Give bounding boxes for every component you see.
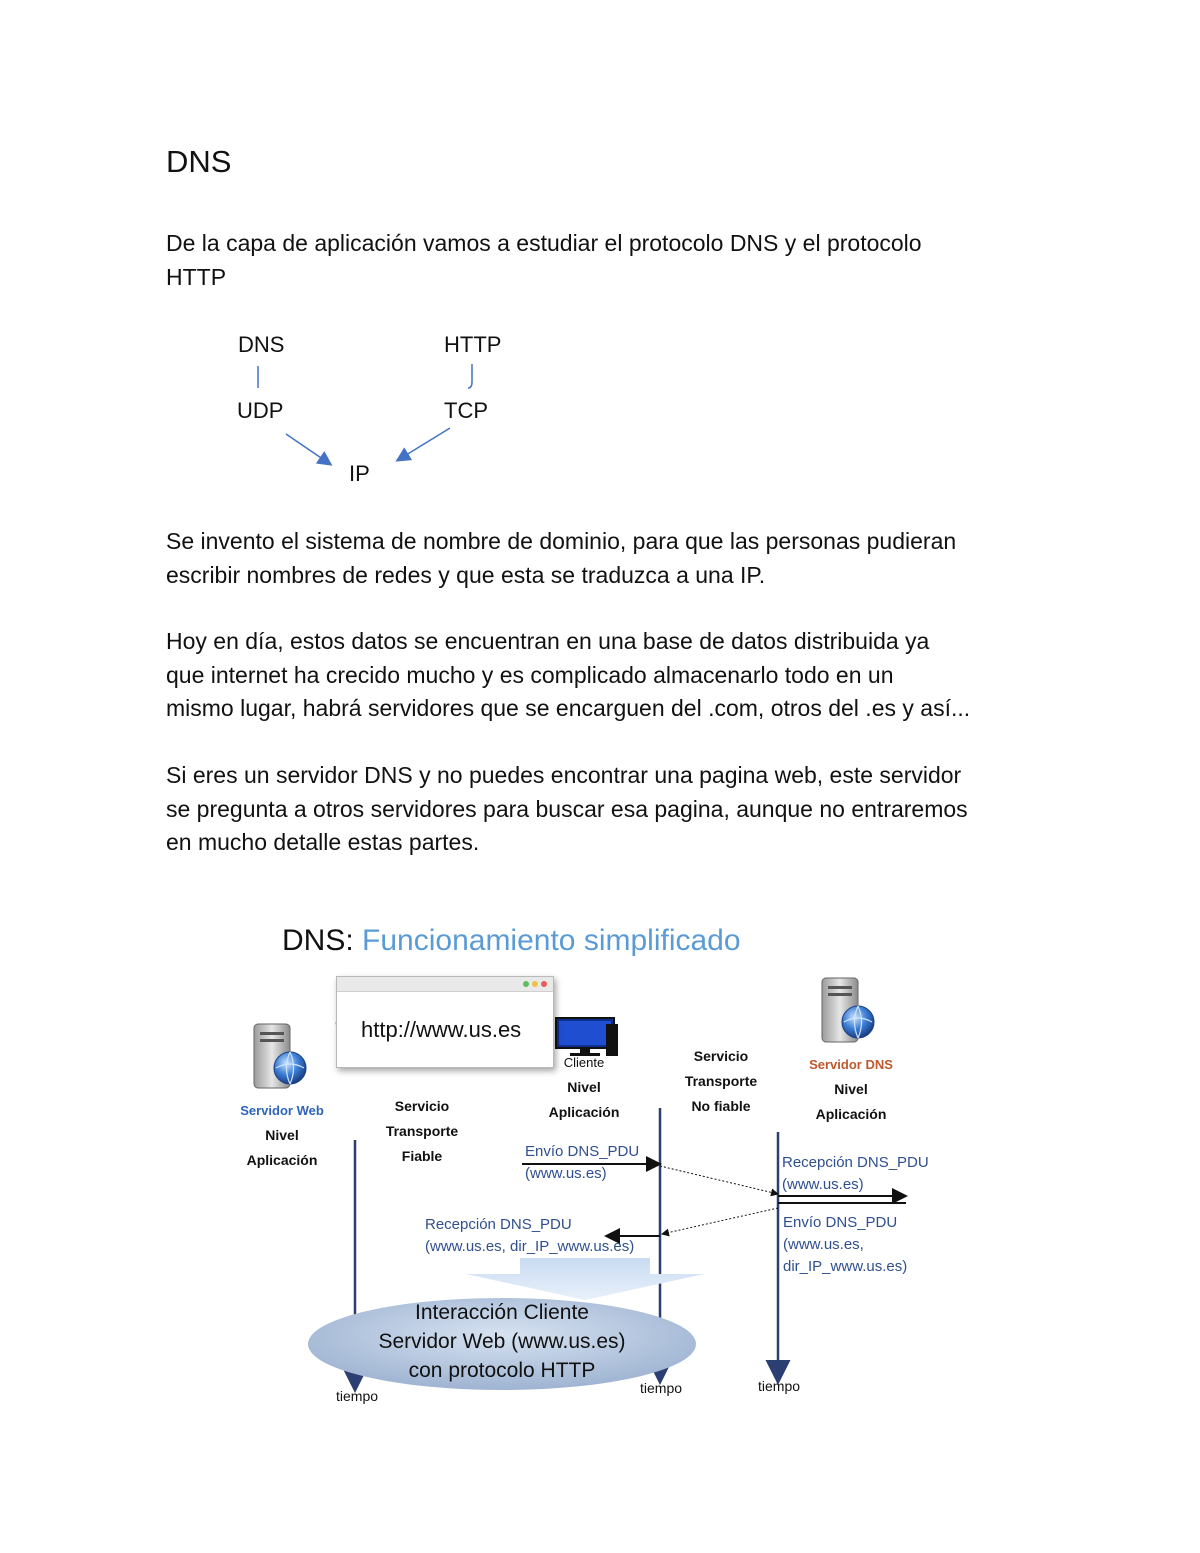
paragraph-line: mismo lugar, habrá servidores que se encarguen del .com, otros del .es y así... [166, 695, 971, 721]
interaction-line: Interacción Cliente [415, 1301, 589, 1324]
web-server-name: Servidor Web [240, 1103, 324, 1118]
unreliable-transport-line-1: Servicio [693, 1048, 749, 1064]
browser-toolbar [337, 977, 553, 992]
dns-diagram [230, 912, 950, 1412]
reliable-transport-line-1: Servicio [394, 1098, 450, 1114]
paragraph-line: escribir nombres de redes y que esta se traduzca a una IP. [166, 561, 766, 588]
paragraph-distributed-db [166, 625, 1046, 726]
message-line: (www.us.es, dir_IP_www.us.es) [425, 1238, 635, 1255]
intro-paragraph [166, 227, 1046, 294]
dns-receive-message [782, 1152, 929, 1196]
message-line: Recepción DNS_PDU [425, 1216, 572, 1233]
paragraph-line: que internet ha crecido mucho y es complicado almacenarlo todo en un [166, 661, 894, 688]
reliable-transport-line-3: Fiable [401, 1148, 443, 1164]
browser-url: http://www.us.es [361, 1017, 522, 1042]
client-send-message [525, 1141, 639, 1185]
client-receive-message [425, 1214, 634, 1258]
reliable-transport-label [372, 1094, 472, 1169]
paragraph-line: se pregunta a otros servidores para buscar esa pagina, aunque no entraremos [166, 795, 968, 822]
protocol-tree-connectors [230, 330, 530, 500]
unreliable-transport-line-2: Transporte [684, 1073, 758, 1089]
unreliable-transport-line-3: No fiable [691, 1098, 751, 1114]
paragraph-dns-purpose [166, 525, 1046, 592]
paragraph-line: Si eres un servidor DNS y no puedes encontrar una pagina web, este servidor [166, 762, 962, 788]
message-line: (www.us.es) [525, 1165, 607, 1182]
http-tcp-connector [468, 364, 472, 388]
paragraph-line: en mucho detalle estas partes. [166, 829, 480, 855]
page-title: DNS [166, 144, 232, 179]
reliable-transport-line-2: Transporte [385, 1123, 459, 1139]
web-server-label [230, 1098, 334, 1173]
interaction-line: Servidor Web (www.us.es) [378, 1330, 626, 1353]
dns-server-layer: Aplicación [815, 1106, 887, 1122]
client-label [534, 1050, 634, 1125]
message-line: Recepción DNS_PDU [782, 1154, 929, 1171]
client-level: Nivel [567, 1079, 601, 1095]
paragraph-line: Se invento el sistema de nombre de dominio, para que las personas pudieran [166, 528, 957, 554]
unreliable-transport-label [670, 1044, 772, 1119]
node-udp: UDP [237, 398, 284, 423]
interaction-text [338, 1298, 666, 1385]
browser-maximize-icon [532, 981, 538, 987]
interaction-line: con protocolo HTTP [408, 1359, 596, 1382]
node-ip: IP [349, 461, 370, 486]
client-time-label: tiempo [640, 1380, 683, 1396]
response-dotted-line [662, 1208, 778, 1234]
message-line: Envío DNS_PDU [525, 1143, 640, 1160]
dns-server-name: Servidor DNS [809, 1057, 893, 1072]
dns-server-level: Nivel [834, 1081, 868, 1097]
figure-title-prefix: DNS: [282, 924, 354, 957]
figure-title-accent: Funcionamiento simplificado [362, 924, 741, 957]
web-server-layer: Aplicación [246, 1152, 318, 1168]
dns-server-icon [822, 978, 874, 1042]
node-tcp: TCP [444, 398, 488, 423]
node-http: HTTP [444, 332, 502, 357]
intro-line: De la capa de aplicación vamos a estudiar el protocolo DNS y el protocolo [166, 230, 922, 256]
web-server-level: Nivel [265, 1127, 299, 1143]
paragraph-line: Hoy en día, estos datos se encuentran en una base de datos distribuida ya [166, 628, 930, 654]
udp-ip-arrow [286, 434, 330, 464]
interaction-down-arrow [466, 1258, 704, 1300]
message-line: Envío DNS_PDU [783, 1214, 898, 1231]
message-line: dir_IP_www.us.es) [783, 1258, 908, 1275]
message-line: (www.us.es) [782, 1176, 864, 1193]
intro-line: HTTP [166, 263, 227, 290]
browser-window [336, 976, 554, 1068]
protocol-tree [230, 330, 530, 500]
paragraph-recursive-query [166, 759, 1046, 860]
request-dotted-line [660, 1166, 778, 1194]
browser-minimize-icon [523, 981, 529, 987]
web-server-time-label: tiempo [336, 1388, 379, 1404]
browser-close-icon [541, 981, 547, 987]
dns-send-message [783, 1212, 907, 1278]
dns-server-time-label: tiempo [758, 1378, 801, 1394]
client-name: Cliente [563, 1055, 605, 1070]
dns-server-label [796, 1052, 906, 1127]
web-server-icon [254, 1024, 306, 1088]
tcp-ip-arrow [398, 428, 450, 460]
message-line: (www.us.es, [783, 1236, 864, 1253]
node-dns: DNS [238, 332, 285, 357]
client-layer: Aplicación [548, 1104, 620, 1120]
